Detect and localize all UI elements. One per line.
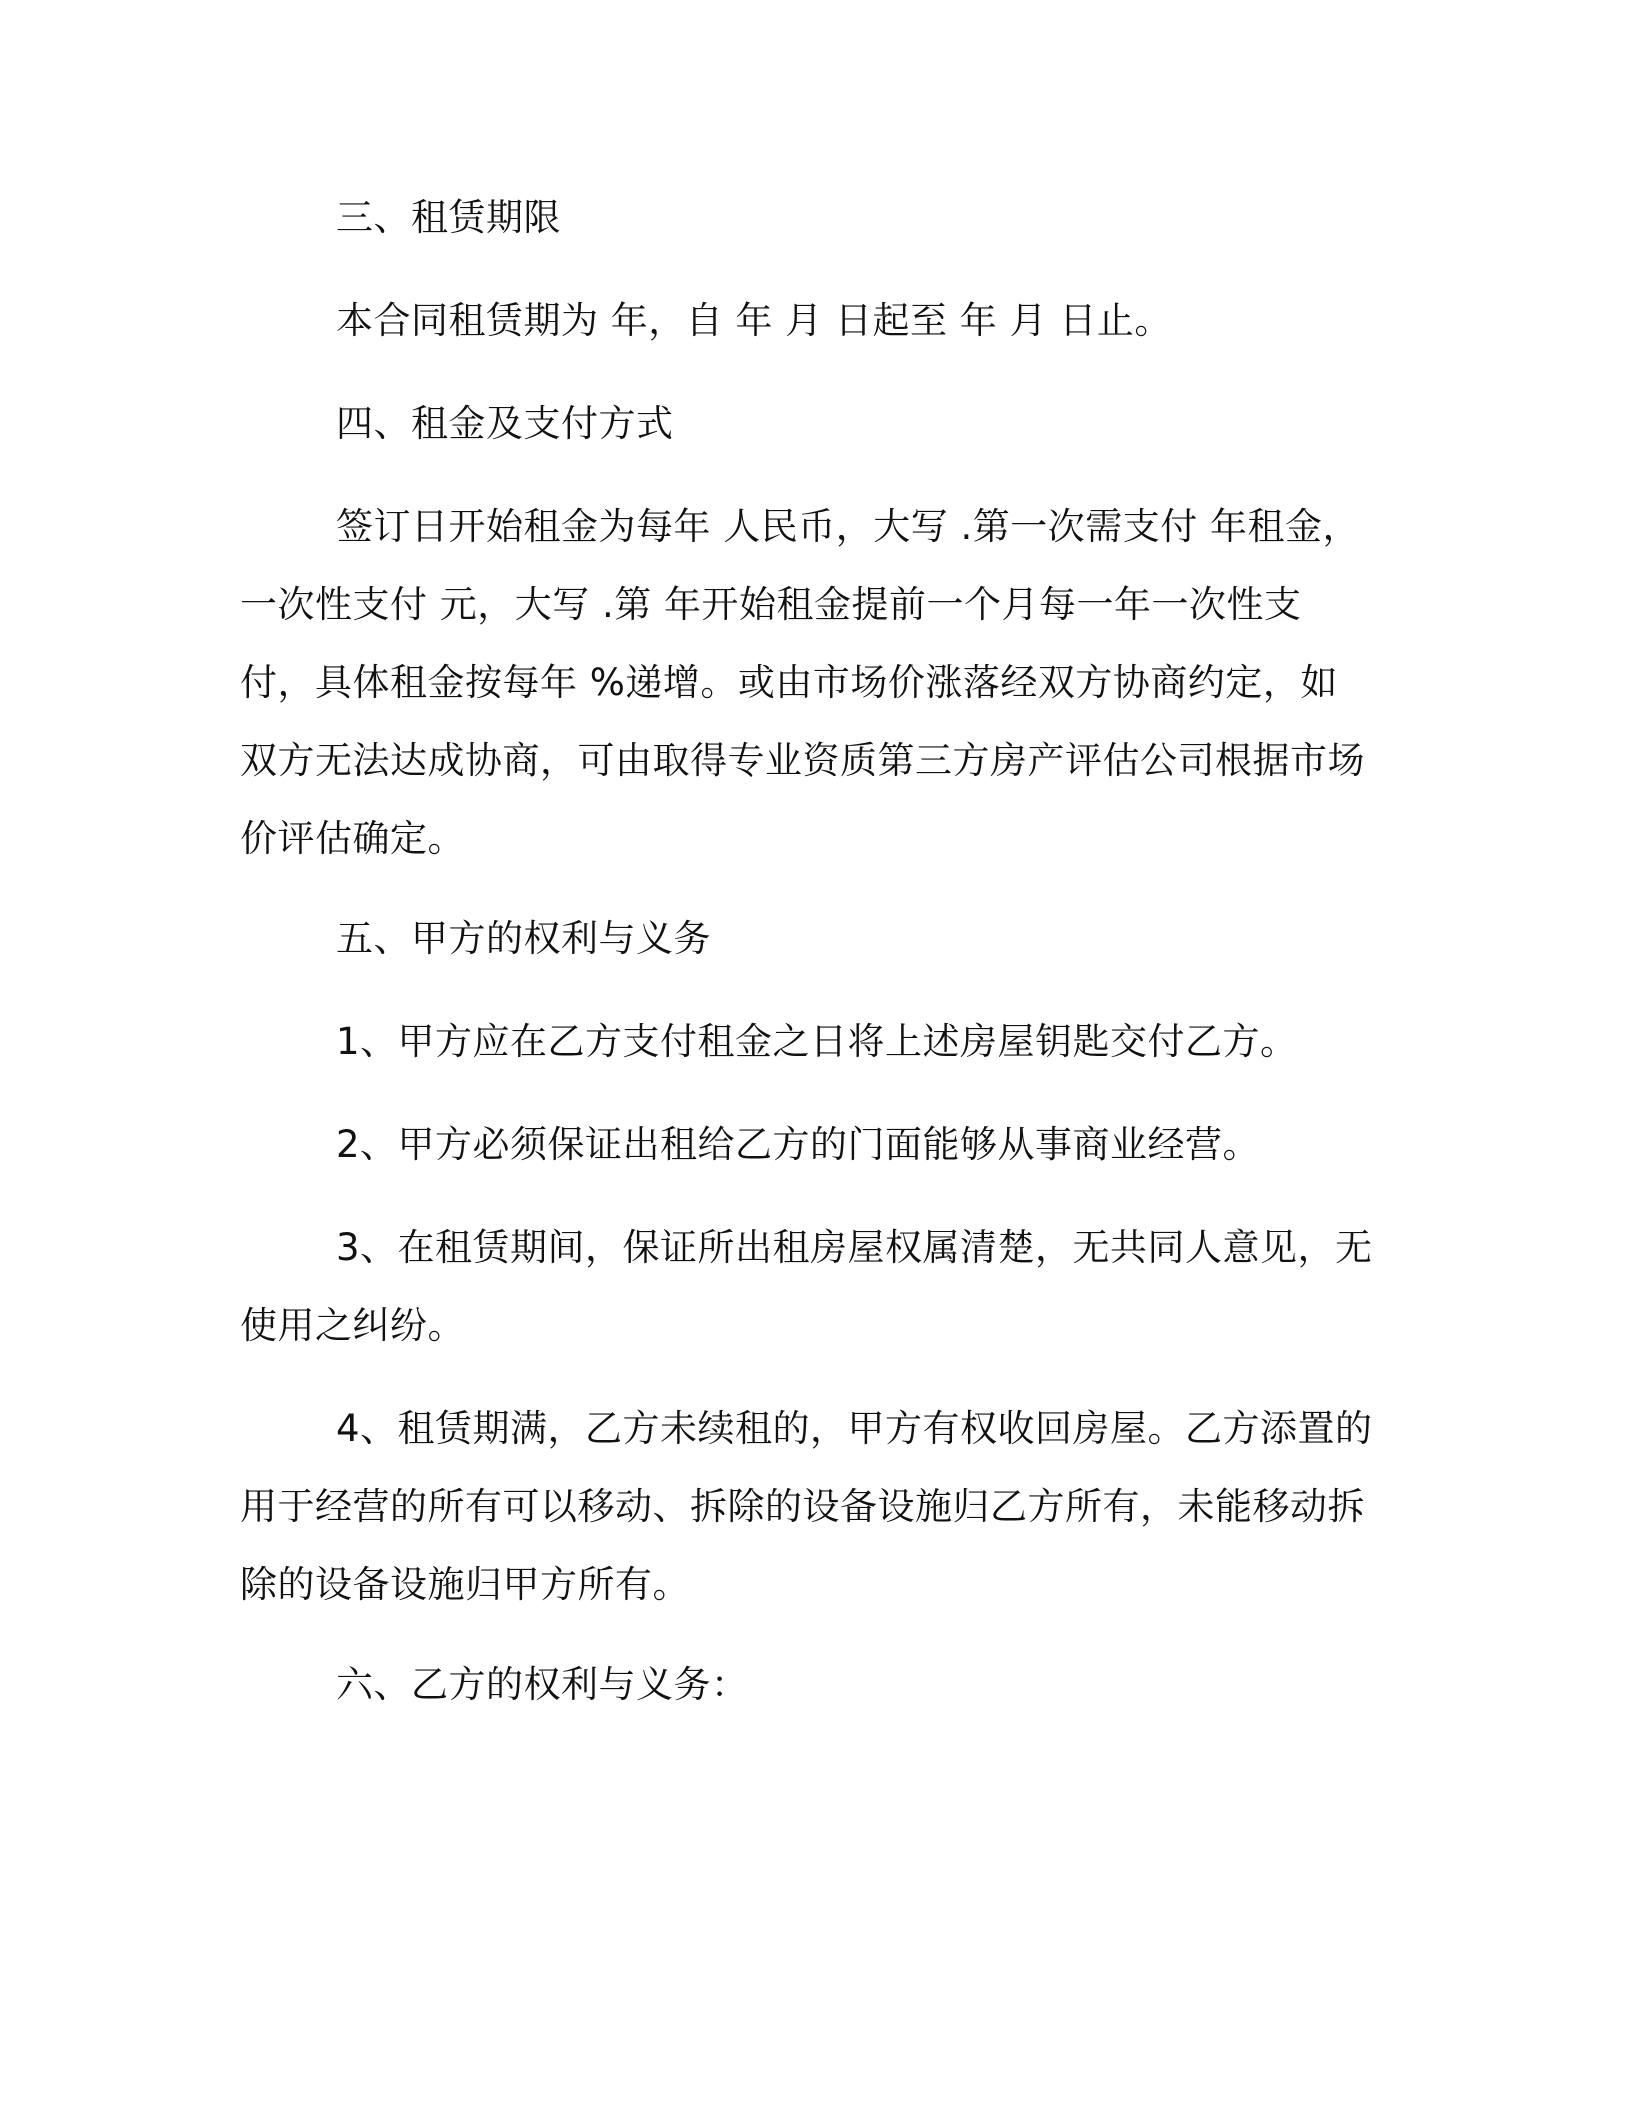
paragraph-lease-term: 本合同租赁期为 年，自 年 月 日起至 年 月 日止。	[336, 299, 1172, 342]
clause-party-a-1: 1、甲方应在乙方支付租金之日将上述房屋钥匙交付乙方。	[336, 1020, 1298, 1063]
section-heading-lease-term: 三、租赁期限	[336, 196, 561, 239]
clause-party-a-4: 4、租赁期满，乙方未续租的，甲方有权收回房屋。乙方添置的用于经营的所有可以移动、拆除的设备设施归乙方所有，未能移动拆除的设备设施归甲方所有。	[240, 1407, 1373, 1606]
clause-party-a-2: 2、甲方必须保证出租给乙方的门面能够从事商业经营。	[336, 1123, 1261, 1166]
clause-party-a-3: 3、在租赁期间，保证所出租房屋权属清楚，无共同人意见，无使用之纠纷。	[240, 1226, 1373, 1347]
paragraph-rent-payment: 签订日开始租金为每年 人民币，大写 .第一次需支付 年租金，一次性支付 元，大写 .第 年开始租金提前一个月每一年一次性支付，具体租金按每年 %递增。或由市场价涨落经双方协商约定，如双方无法达成协商，可由取得专业资质第三方房产评估公司根据市场价评估确定。	[240, 505, 1365, 860]
section-heading-rent-payment: 四、租金及支付方式	[336, 402, 674, 445]
section-heading-party-a: 五、甲方的权利与义务	[336, 917, 711, 960]
section-heading-party-b: 六、乙方的权利与义务：	[336, 1663, 749, 1706]
